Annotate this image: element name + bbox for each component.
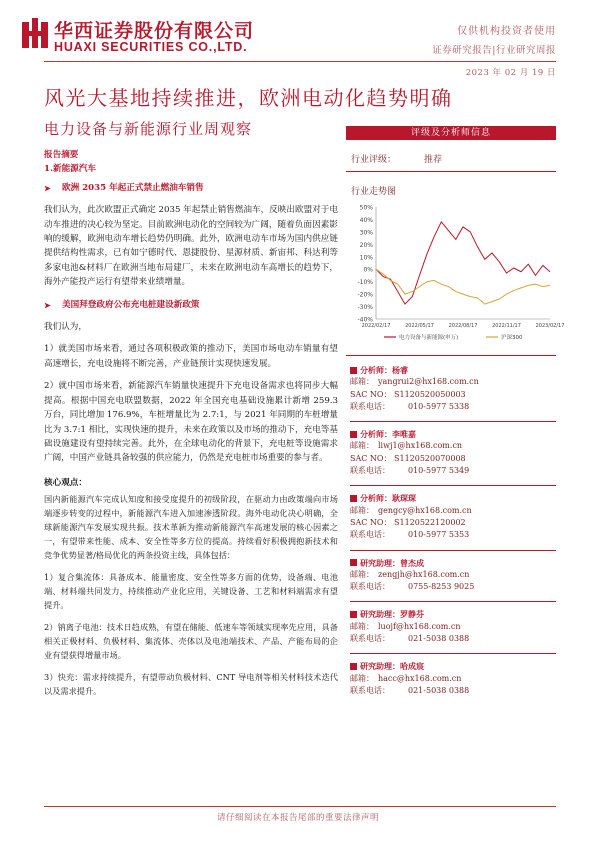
assistant-name: 研究助理：罗静芬 [360, 609, 424, 620]
x-tick-label: 2022/02/17 [361, 323, 391, 329]
report-title: 风光大基地持续推进，欧洲电动化趋势明确 [44, 86, 453, 110]
y-tick-label: 40% [359, 216, 373, 224]
analyst-list [346, 364, 556, 697]
sac-label: SAC NO： [350, 517, 392, 527]
square-bullet-icon [350, 367, 357, 374]
assistant-card [350, 550, 556, 594]
assistant-card [350, 601, 556, 645]
rating-divider [346, 171, 556, 172]
sac-label: SAC NO： [350, 389, 392, 399]
assistant-phone: 0755-8253 9025 [408, 582, 475, 592]
footer-disclaimer: 请仔细阅读在本报告尾部的重要法律声明 [216, 813, 379, 823]
bullet-heading-us: ➤ 美国拜登政府公布充电桩建设新政策 [44, 298, 338, 312]
legend-label: 电力设备与新能源(申万) [399, 335, 459, 341]
analyst-card [350, 485, 556, 541]
industry-rating [346, 152, 556, 165]
square-bullet-icon [350, 495, 357, 502]
rating-box-title: 评级及分析师信息 [346, 126, 556, 140]
rating-label: 行业评级： [351, 155, 397, 165]
paragraph-eu: 我们认为，此次欧盟正式确定 2035 年起禁止销售燃油车，反映出欧盟对于电动车推进的决心较为坚定。目前欧洲电动化的空间较为广阔，随着负面因素影响的缓解，欧洲电动车增长趋势仍明确。此外，欧洲电动车市场为国内供应链提供结构性需求，已有如宁德时代、恩捷股份、星源材质、新宙邦、科达利等多家电池&材料厂在欧洲当地布局建厂，未来在欧洲电动车高增长的趋势下，海外产能投产运行有望带来业绩增量。 [44, 205, 338, 288]
assistant-phone: 021-5038 0388 [408, 634, 470, 644]
assistant-phone: 021-5038 0388 [408, 685, 470, 695]
summary-label: 报告摘要 [44, 150, 79, 160]
analyst-card [350, 421, 556, 477]
report-subtitle: 电力设备与新能源行业周观察 [44, 120, 253, 138]
y-tick-label: -40% [357, 316, 373, 324]
square-bullet-icon [350, 431, 357, 438]
core-point-1: 1）复合集流体：具备成本、能量密度、安全性等多方面的优势，设备端、电池端、材料端共同发力，持续推动产业化应用，关键设备、工艺和材料端需求有望提升。 [44, 572, 338, 611]
chart-divider [346, 355, 556, 356]
analyst-email[interactable]: gengcy@hx168.com.cn [378, 505, 472, 515]
company-name-en: HUAXI SECURITIES CO.,LTD. [54, 40, 248, 54]
assistant-email[interactable]: hacc@hx168.com.cn [378, 673, 462, 683]
sidebar [346, 126, 565, 705]
assistant-name: 研究助理：哈成宸 [360, 661, 424, 672]
x-tick-label: 2022/05/17 [405, 323, 434, 329]
footer-divider [44, 806, 556, 807]
paragraph-cn-market: 2）就中国市场来看，新能源汽车销量快速提升下充电设备需求也将同步大幅提高。根据中国充电联盟数据，2022 年全国充电基础设施累计新增 259.3 万台，同比增加 176.9%，车桩增量比为 2.7:1，与 2021 年同期的车桩增量比为 3.7:1 相比，实现快速的提升，未来在政策以及市场的推动下，充电等基础设施建设有望持续完善。此外，在全球电动化的背景下，充电桩等设施需求广阔，中国产业链具备较强的供应能力，仍然是充电桩市场重要的参与者。 [44, 381, 338, 464]
company-name-cn: 华西证券股份有限公司 [54, 20, 255, 42]
phone-label: 联系电话： [350, 685, 390, 695]
paragraph-us-market: 1）就美国市场来看，通过各项积极政策的推动下，美国市场电动车销量有望高速增长，充电设施将不断完善，产业链预计实现快速发展。 [44, 344, 338, 369]
analyst-sac: S1120520050003 [394, 389, 466, 399]
report-type: 证券研究报告|行业研究周报 [432, 45, 556, 56]
audience-note: 仅供机构投资者使用 [457, 26, 556, 37]
square-bullet-icon [350, 559, 357, 566]
analyst-name: 分析师：杨睿 [360, 365, 408, 375]
assistant-email[interactable]: luojf@hx168.com.cn [378, 621, 461, 631]
email-label: 邮箱： [350, 621, 374, 631]
analyst-email[interactable]: liwj1@hx168.com.cn [378, 441, 463, 451]
analyst-phone: 010-5977 5338 [408, 401, 470, 411]
analyst-phone: 010-5977 5353 [408, 530, 470, 540]
email-label: 邮箱： [350, 441, 374, 451]
y-tick-label: -30% [357, 304, 373, 312]
phone-label: 联系电话： [350, 401, 390, 411]
analyst-card [350, 364, 556, 413]
phone-label: 联系电话： [350, 634, 390, 644]
series-line-industry [376, 222, 550, 304]
y-tick-label: -10% [357, 279, 373, 287]
rating-value: 推荐 [424, 155, 443, 165]
core-view-label: 核心观点： [44, 477, 87, 488]
y-tick-label: -20% [357, 291, 373, 299]
analyst-name: 分析师：耿琛琛 [360, 493, 416, 504]
email-label: 邮箱： [350, 377, 374, 387]
trend-chart-title: 行业走势图 [351, 187, 397, 197]
header-divider [44, 61, 556, 62]
core-view-paragraph: 国内新能源汽车完成认知度和接受度提升的初级阶段，在驱动力由政策端向市场端逐步转变的过程中，新能源汽车进入加速渗透阶段。海外电动化决心明确，全球新能源汽车发展实现共振。技术革新为推动新能源汽车高速发展的核心因素之一，有望带来性能、成本、安全性等多方位的提高。持续看好积极拥抱新技术和竞争优势显著/格局优化的两条投资主线，具体包括： [44, 494, 338, 561]
email-label: 邮箱： [350, 673, 374, 683]
square-bullet-icon [350, 611, 357, 618]
analyst-phone: 010-5977 5349 [408, 466, 470, 476]
y-tick-label: 30% [359, 229, 373, 237]
analyst-sac: S1120522120002 [394, 517, 466, 527]
square-bullet-icon [350, 663, 357, 670]
x-tick-label: 2022/11/17 [492, 323, 521, 329]
sac-label: SAC NO： [350, 453, 392, 463]
y-tick-label: 10% [359, 254, 373, 262]
bullet-heading-eu: ➤ 欧洲 2035 年起正式禁止燃油车销售 [44, 181, 338, 195]
industry-trend-chart [346, 201, 565, 351]
x-tick-label: 2022/08/17 [448, 323, 478, 329]
phone-label: 联系电话： [350, 582, 390, 592]
email-label: 邮箱： [350, 505, 374, 515]
assistant-card [350, 653, 556, 697]
phone-label: 联系电话： [350, 530, 390, 540]
y-tick-label: 0% [363, 266, 373, 274]
section-heading: 1.新能源汽车 [44, 164, 96, 175]
summary-column [44, 148, 338, 698]
analyst-email[interactable]: yangrui2@hx168.com.cn [378, 377, 479, 387]
assistant-name: 研究助理：曾杰成 [360, 557, 424, 568]
core-point-2: 2）钠离子电池：技术日趋成熟，有望在储能、低速车等领域实现率先应用，具备相关正极材料、负极材料、集流体、壳体以及电池端技术、产品、产能布局的企业有望获得增量市场。 [44, 622, 338, 661]
phone-label: 联系电话： [350, 466, 390, 476]
report-date: 2023 年 02 月 19 日 [465, 68, 556, 78]
paragraph-intro: 我们认为， [44, 322, 87, 333]
company-logo-icon [22, 18, 48, 48]
y-tick-label: 50% [359, 204, 373, 212]
y-tick-label: 20% [359, 241, 373, 249]
core-point-3: 3）快充：需求持续提升，有望带动负极材料、CNT 导电剂等相关材料技术迭代以及需求提升。 [44, 672, 338, 697]
legend-label: 沪深300 [501, 335, 523, 341]
email-label: 邮箱： [350, 569, 374, 579]
analyst-name: 分析师：李唯嘉 [360, 429, 416, 440]
x-tick-label: 2023/02/17 [535, 323, 565, 329]
assistant-email[interactable]: zengjh@hx168.com.cn [378, 569, 470, 579]
analyst-sac: S1120520070008 [394, 453, 466, 463]
